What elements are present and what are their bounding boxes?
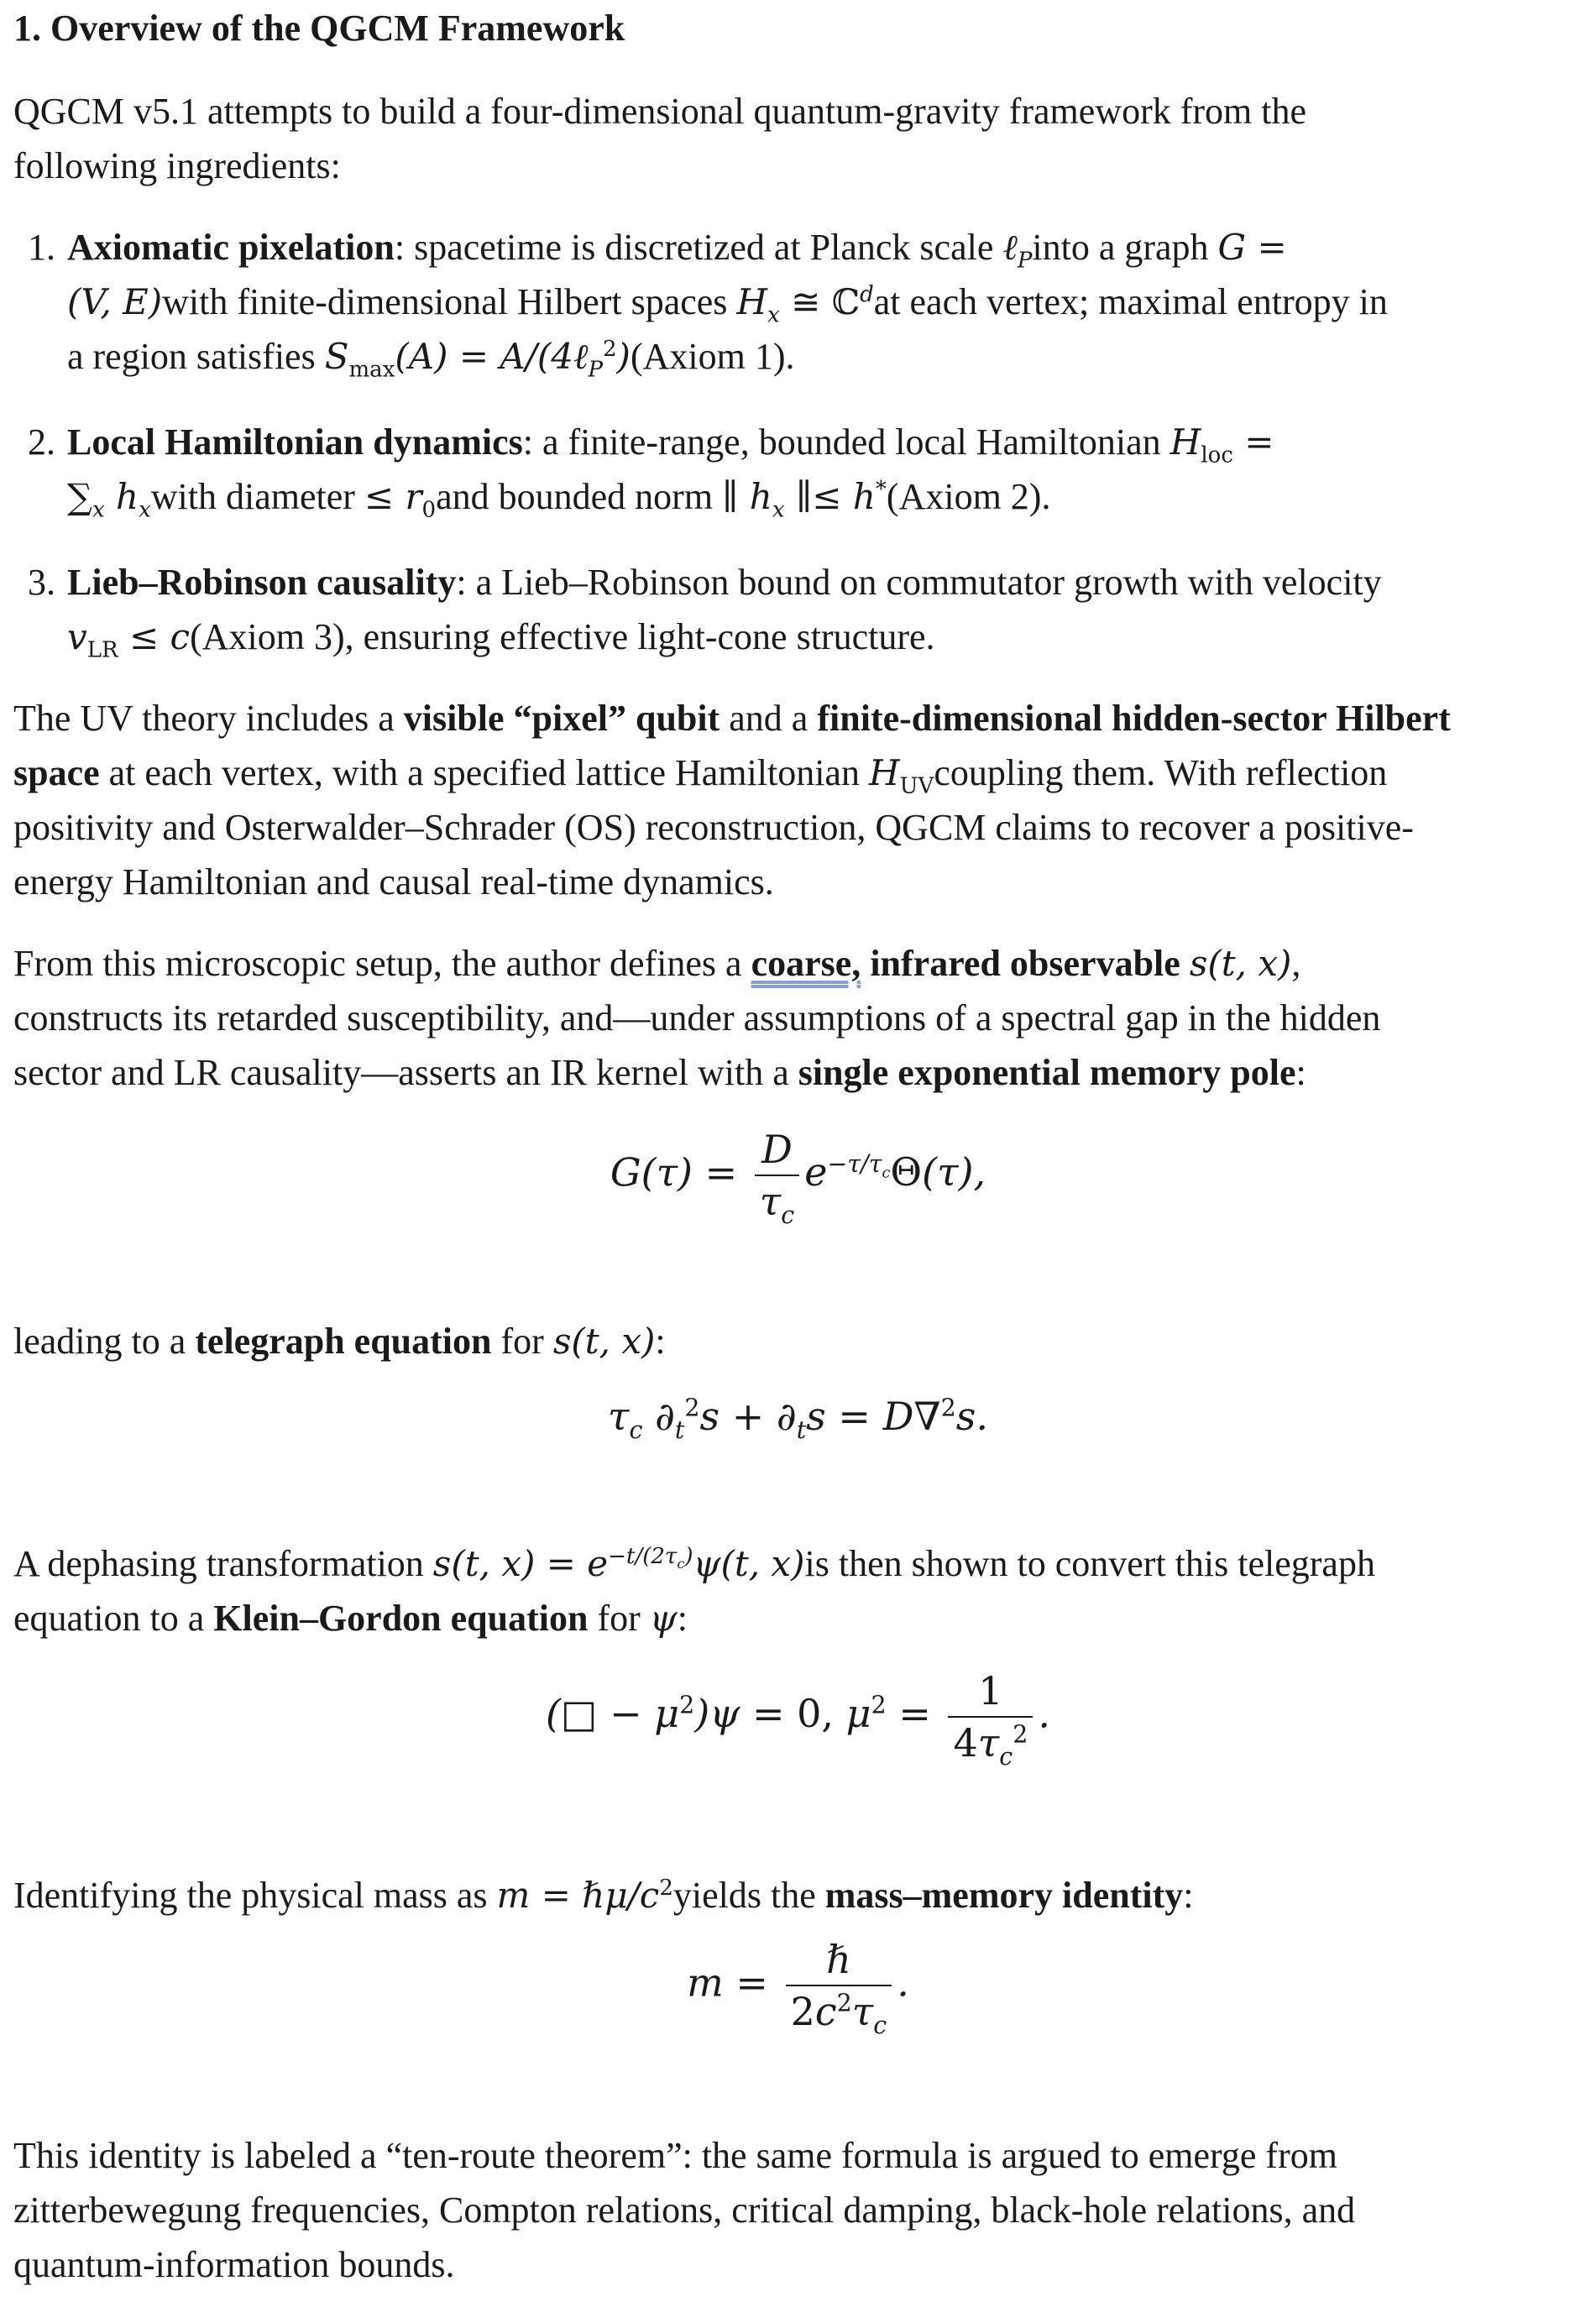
list-number: 2.	[28, 421, 55, 463]
item-title: Axiomatic pixelation	[67, 227, 395, 268]
math-sum-hx: $\sum_x$ $h_x$	[67, 476, 151, 523]
math-lr-velocity: $v_{LR} \le c$	[67, 616, 191, 663]
math-s-t-x: s(t, x)	[1189, 943, 1292, 984]
paragraph-micro-line: constructs its retarded susceptibility, and—under assumptions of a spectral gap in the hidden	[13, 997, 1381, 1039]
math-uv-hamiltonian: $H_{UV}$	[868, 752, 934, 799]
paragraph-dephasing-line: equation to a Klein–Gordon equation for ψ:	[13, 1598, 688, 1639]
list-item	[28, 415, 1588, 469]
paragraph-final-line: zitterbewegung frequencies, Compton relations, critical damping, black-hole relations, and	[13, 2190, 1356, 2231]
list-item	[28, 555, 1588, 610]
math-dephasing: s(t, $x) = e^{-t/(2\tau_c)}\psi(t$, x)	[432, 1543, 805, 1584]
fraction: $\frac{\text{ℏ}}{2c^2\tau_c}$	[786, 1939, 892, 2033]
item-text: : a Lieb–Robinson bound on commutator growth with velocity	[456, 562, 1382, 603]
item-text: and bounded norm	[436, 476, 723, 517]
list-number: 3.	[28, 562, 55, 603]
item-text: : spacetime is discretized at Planck scale	[394, 227, 1003, 268]
paragraph-uv-line: positivity and Osterwalder–Schrader (OS) reconstruction, QGCM claims to recover a positive-	[13, 807, 1414, 848]
math-mass-def: $m = \hbar\mu/c^2$	[496, 1875, 673, 1916]
paragraph-dephasing: A dephasing transformation s(t, $x) = e^{-t/(2\tau_c)}\psi(t$, x)is then shown to convert this telegraph	[13, 1543, 1375, 1584]
coarse-link[interactable]: coarse,	[751, 943, 861, 984]
math-hilbert-space: $H_x$ ≅ ℂ$^d$	[736, 281, 874, 328]
list-item	[28, 220, 1588, 275]
equation-mass-memory: m = $\frac{\text{ℏ}}{2c^2\tau_c}$ .	[687, 1937, 909, 2040]
paragraph-final-line: This identity is labeled a “ten-route theorem”: the same formula is argued to emerge from	[13, 2135, 1337, 2176]
item-text: at each vertex; maximal entropy in	[873, 281, 1388, 322]
paragraph-uv: The UV theory includes a visible “pixel” qubit and a finite-dimensional hidden-sector Hilbert	[13, 698, 1451, 739]
item-text: a region satisfies	[67, 336, 325, 377]
paragraph-mass: Identifying the physical mass as $m = \hbar\mu/c^2yields$ the mass–memory identity:	[13, 1875, 1194, 1916]
item-text: (Axiom 1).	[630, 336, 795, 377]
math-max-entropy: $S_{max}(A)$ = A/(4ℓ$_P^2$)	[324, 336, 631, 383]
list-item-continuation	[67, 469, 1588, 524]
math-local-hamiltonian: $H_{loc}$ =	[1170, 421, 1274, 468]
equation-klein-gordon: (□ − $\mu^2)\psi = 0$, $\mu^2$ = $\frac{1}{4\tau_c^2}$ .	[546, 1668, 1050, 1771]
fraction: $\frac{1}{4\tau_c^2}$	[948, 1671, 1033, 1764]
item-title: Lieb–Robinson causality	[67, 562, 457, 603]
item-text: : a finite-range, bounded local Hamiltonian	[522, 421, 1170, 463]
intro-line-1: QGCM v5.1 attempts to build a four-dimensional quantum-gravity framework from the	[13, 91, 1307, 132]
paragraph-telegraph: leading to a telegraph equation for s(t, x):	[13, 1321, 666, 1362]
math-range: ≤ $r_0$	[364, 476, 437, 523]
math-vertex-edge: (V, E)	[67, 281, 163, 322]
list-item-continuation	[67, 275, 1588, 329]
item-text: (Axiom 3), ensuring effective light-cone structure.	[190, 616, 935, 657]
section-heading: 1. Overview of the QGCM Framework	[13, 8, 625, 49]
paragraph-micro-line: sector and LR causality—asserts an IR kernel with a single exponential memory pole:	[13, 1052, 1306, 1093]
list-item-continuation	[67, 329, 1588, 384]
equation-telegraph: $\tau_c$ $\partial_t^2s + \partial_ts = D\nabla^2s$.	[608, 1394, 988, 1445]
paragraph-final-line: quantum-information bounds.	[13, 2244, 455, 2285]
paragraph-uv-line: space at each vertex, with a specified lattice Hamiltonian $H_{UV}coupling$ them. With reflection	[13, 752, 1388, 799]
paragraph-micro: From this microscopic setup, the author defines a coarse, infrared observable s(t, x),	[13, 943, 1301, 984]
equation-kernel: G(τ) = $\frac{D}{\tau_c}$ $e^{-\tau/\tau_c}\Theta(\tau)$,	[610, 1127, 986, 1230]
math-planck-length: ℓ$_P$	[1002, 227, 1033, 274]
item-text: into a graph	[1032, 227, 1218, 268]
item-text: (Axiom 2).	[886, 476, 1051, 517]
paragraph-uv-line: energy Hamiltonian and causal real-time dynamics.	[13, 861, 774, 902]
math-norm-bound: ∥ $h_x$ ∥≤ h*	[722, 476, 887, 523]
math-graph: G =	[1217, 227, 1287, 268]
intro-line-2: following ingredients:	[13, 145, 341, 186]
item-text: with diameter	[150, 476, 364, 517]
item-text: with finite-dimensional Hilbert spaces	[162, 281, 737, 322]
list-item-continuation	[67, 610, 1588, 664]
fraction: $\frac{D}{\tau_c}$	[755, 1129, 799, 1222]
list-number: 1.	[28, 227, 55, 268]
item-title: Local Hamiltonian dynamics	[67, 421, 523, 463]
